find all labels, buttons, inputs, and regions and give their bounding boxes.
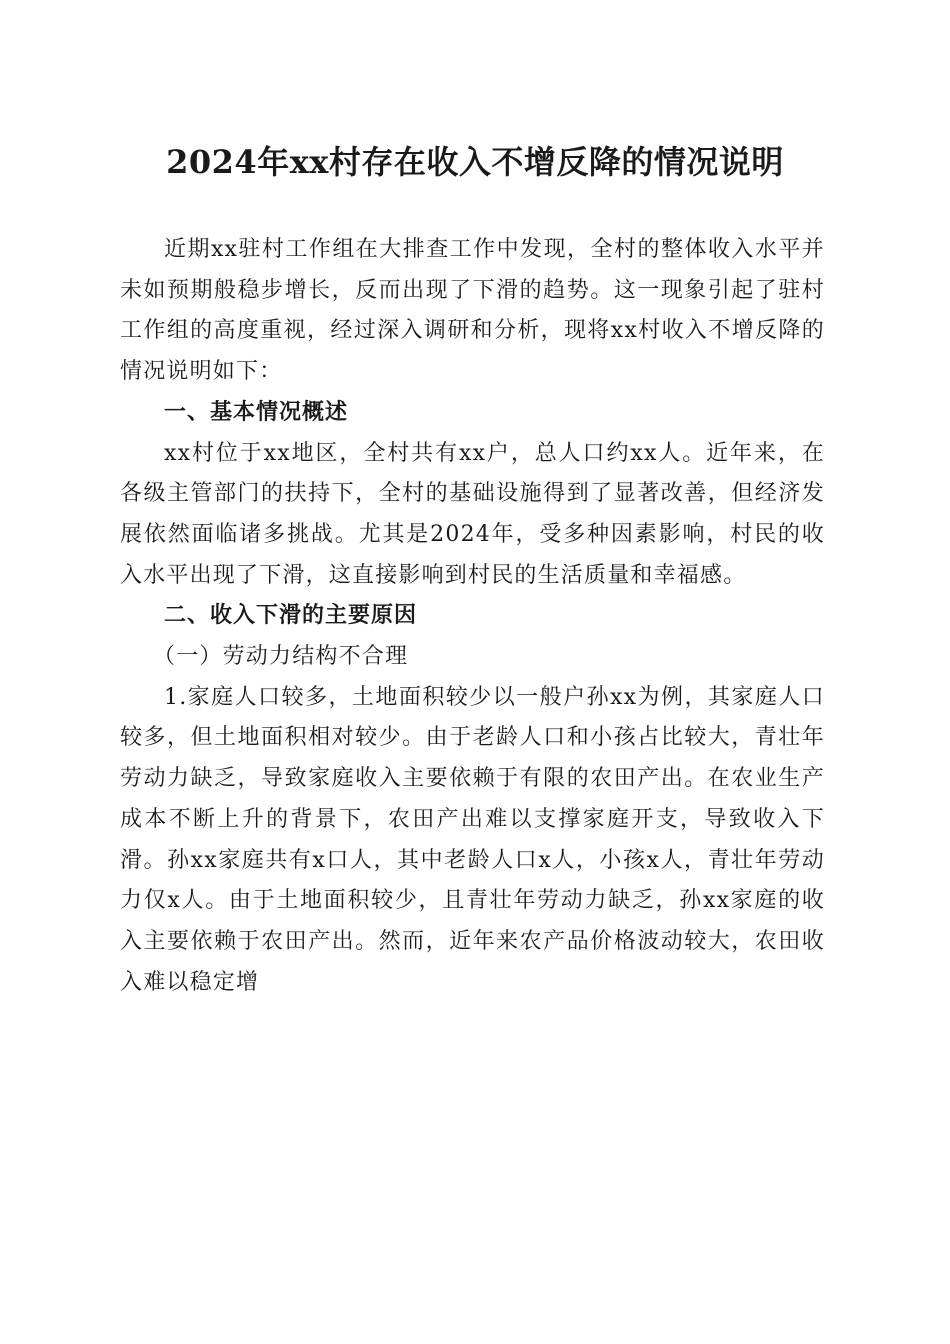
document-title: 2024年xx村存在收入不增反降的情况说明	[166, 143, 784, 181]
subsection-heading-labor-structure: （一）劳动力结构不合理	[153, 644, 409, 670]
basic-overview-paragraph: xx村位于xx地区，全村共有xx户，总人口约xx人。近年来，在各级主管部门的扶持下，全村的基础设施得到了显著改善，但经济发展依然面临诸多挑战。尤其是2024年，受多种因素影响，村民的收入水平出现了下滑，这直接影响到村民的生活质量和幸福感。	[120, 440, 825, 588]
section-heading-basic-overview: 一、基本情况概述	[164, 399, 349, 425]
item-paragraph-household: 1.家庭人口较多，土地面积较少以一般户孙xx为例，其家庭人口较多，但土地面积相对较少。由于老龄人口和小孩占比较大，青壮年劳动力缺乏，导致家庭收入主要依赖于有限的农田产出。在农业生产成本不断上升的背景下，农田产出难以支撑家庭开支，导致收入下滑。孙xx家庭共有x口人，其中老龄人口x人，小孩x人，青壮年劳动力仅x人。由于土地面积较少，且青壮年劳动力缺乏，孙xx家庭的收入主要依赖于农田产出。然而，近年来农产品价格波动较大，农田收入难以稳定增	[120, 684, 825, 995]
section-heading-main-reasons: 二、收入下滑的主要原因	[164, 603, 418, 629]
intro-paragraph: 近期xx驻村工作组在大排查工作中发现，全村的整体收入水平并未如预期般稳步增长，反而出现了下滑的趋势。这一现象引起了驻村工作组的高度重视，经过深入调研和分析，现将xx村收入不增反降的情况说明如下：	[120, 237, 825, 385]
document-body	[120, 230, 825, 1003]
